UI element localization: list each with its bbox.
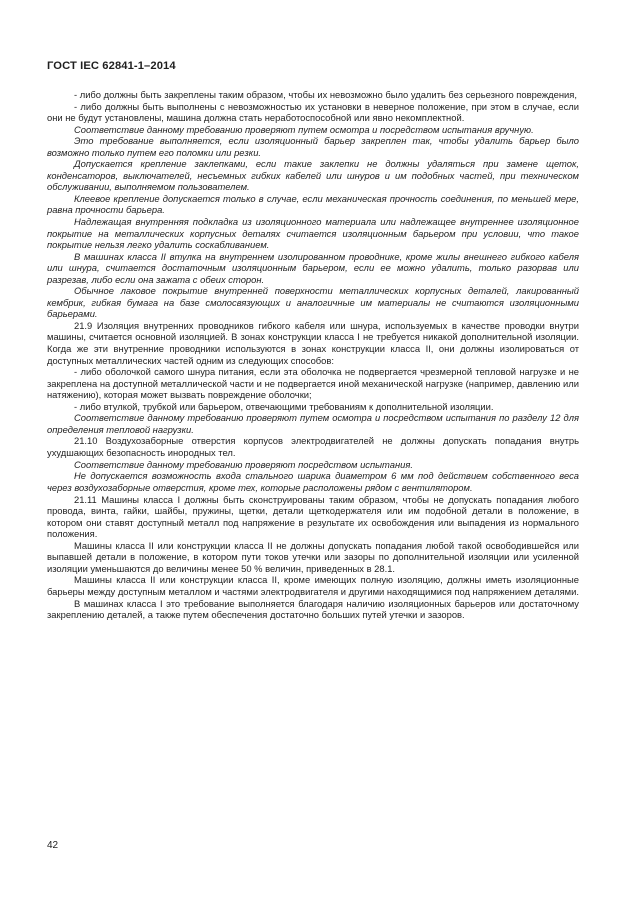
paragraph: - либо оболочкой самого шнура питания, если эта оболочка не подвергается чрезмерной тепловой нагрузке и не закреплена на доступной металлической части и не подвергается иной механической нагрузке (например, давлению или натяжению), которая может вызвать повреждение оболочки; bbox=[47, 366, 579, 401]
paragraph-clause-21-11: 21.11 Машины класса I должны быть сконструированы таким образом, чтобы не допускать попадания любого провода, винта, гайки, шайбы, пружины, щетки, детали щеткодержателя или им подобной детали в положение, в котором они ставят доступный металл под напряжение в результате их освобождения или выпадения из нормального положения. bbox=[47, 493, 579, 540]
paragraph: В машинах класса I это требование выполняется благодаря наличию изоляционных барьеров или достаточному закреплению деталей, а также путем обеспечения достаточно больших путей утечки и зазоров. bbox=[47, 597, 579, 621]
paragraph: Машины класса II или конструкции класса II, кроме имеющих полную изоляцию, должны иметь изоляционные барьеры между доступным металлом и частями электродвигателя и другими находящимися под напряжением деталями. bbox=[47, 574, 579, 598]
paragraph: Допускается крепление заклепками, если такие заклепки не должны удаляться при замене щеток, конденсаторов, выключателей, несъемных гибких кабелей или шнуров и им подобных частей, при техническом обслуживании, выполняемом пользователем. bbox=[47, 158, 579, 193]
document-header: ГОСТ IEC 62841-1–2014 bbox=[47, 60, 176, 72]
paragraph: Соответствие данному требованию проверяют посредством испытания. bbox=[74, 458, 413, 470]
paragraph: Машины класса II или конструкции класса II не должны допускать попадания любой такой освободившейся или выпавшей детали в положение, в котором пути токов утечки или зазоры по дополнительной изоляции или усиленной изоляции уменьшаются до величины менее 50 % величин, приведенных в 28.1. bbox=[47, 539, 579, 574]
paragraph: В машинах класса II втулка на внутреннем изолированном проводнике, кроме жилы внешнего гибкого кабеля или шнура, считается достаточным изоляционным барьером, если ее можно удалить, только разорвав или разрезав, либо если она зажата с обеих сторон. bbox=[47, 250, 579, 285]
paragraph-clause-21-9: 21.9 Изоляция внутренних проводников гибкого кабеля или шнура, используемых в качестве проводки внутри машины, считается основной изоляцией. В зонах конструкции класса I не требуется никакой дополнительной изоляции. Когда же эти внутренние проводники используются в зонах конструкции класса II, они должны изолироваться от доступных металлических частей одним из следующих способов: bbox=[47, 319, 579, 366]
paragraph: Обычное лаковое покрытие внутренней поверхности металлических корпусных деталей, лакированный кембрик, гибкая бумага на базе смолосвязующих и аналогичные им материалы не считаются изоляционными барьерами. bbox=[47, 285, 579, 320]
page-number: 42 bbox=[47, 840, 59, 851]
paragraph: Соответствие данному требованию проверяют путем осмотра и посредством испытания по разделу 12 для определения тепловой нагрузки. bbox=[47, 412, 579, 435]
paragraph: Соответствие данному требованию проверяют путем осмотра и посредством испытания вручную. bbox=[74, 123, 534, 135]
paragraph: Надлежащая внутренняя подкладка из изоляционного материала или надлежащее внутреннее изоляционное покрытие на металлических корпусных деталях считается изоляционным барьером при условии, что такое покрытие нельзя легко удалить соскабливанием. bbox=[47, 216, 579, 251]
paragraph: Это требование выполняется, если изоляционный барьер закреплен так, чтобы удалить барьер было возможно только путем его поломки или резки. bbox=[47, 135, 579, 158]
paragraph: - либо втулкой, трубкой или барьером, отвечающими требованиям к дополнительной изоляции. bbox=[74, 400, 494, 412]
paragraph: - либо должны быть закреплены таким образом, чтобы их невозможно было удалить без серьезного повреждения, bbox=[74, 89, 577, 100]
paragraph: Клеевое крепление допускается только в случае, если механическая прочность соединения, по меньшей мере, равна прочности барьера. bbox=[47, 192, 579, 216]
paragraph: - либо должны быть выполнены с невозможностью их установки в неверное положение, при этом в случае, если они не будут установлены, машина должна стать неработоспособной или явно некомплектной. bbox=[47, 100, 579, 124]
document-body bbox=[47, 89, 579, 621]
paragraph-clause-21-10: 21.10 Воздухозаборные отверстия корпусов электродвигателей не должны допускать попадания внутрь ухудшающих безопасность инородных тел. bbox=[47, 435, 579, 458]
paragraph: Не допускается возможность входа стального шарика диаметром 6 мм под действием собственного веса через воздухозаборные отверстия, кроме тех, которые расположены рядом с вентилятором. bbox=[47, 470, 579, 493]
